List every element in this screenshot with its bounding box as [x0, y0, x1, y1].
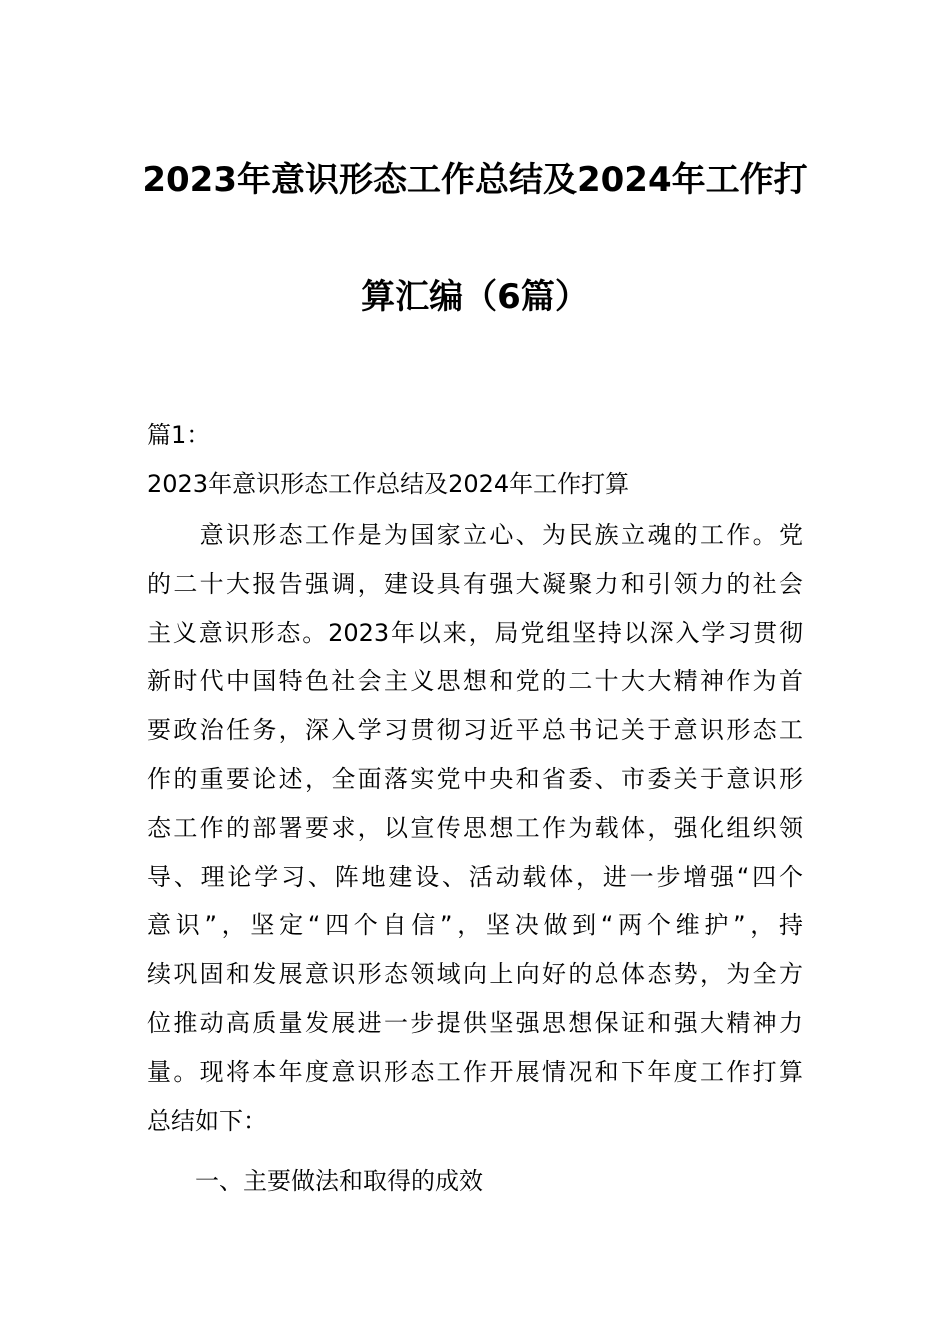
paragraph-line: 导、理论学习、阵地建设、活动载体，进一步增强“四个	[147, 862, 803, 891]
section-label: 篇1：	[147, 421, 211, 449]
paragraph-line: 位推动高质量发展进一步提供坚强思想保证和强大精神力	[147, 1009, 803, 1037]
paragraph-line: 主义意识形态。2023年以来，局党组坚持以深入学习贯彻	[147, 618, 803, 647]
paragraph-line: 要政治任务，深入学习贯彻习近平总书记关于意识形态工	[147, 716, 803, 745]
paragraph-line: 新时代中国特色社会主义思想和党的二十大大精神作为首	[147, 667, 803, 696]
paragraph-line: 作的重要论述，全面落实党中央和省委、市委关于意识形	[147, 765, 803, 793]
paragraph-line: 总结如下：	[147, 1106, 267, 1135]
paragraph-line: 意识”，坚定“四个自信”，坚决做到“两个维护”，持	[147, 911, 803, 940]
paragraph-line: 量。现将本年度意识形态工作开展情况和下年度工作打算	[147, 1057, 803, 1086]
document-title-line-1: 2023年意识形态工作总结及2024年工作打	[142, 160, 808, 200]
paragraph-line: 的二十大报告强调，建设具有强大凝聚力和引领力的社会	[147, 569, 803, 598]
paragraph-line: 态工作的部署要求，以宣传思想工作为载体，强化组织领	[147, 813, 803, 842]
section-subtitle: 2023年意识形态工作总结及2024年工作打算	[147, 470, 630, 498]
paragraph-line: 意识形态工作是为国家立心、为民族立魂的工作。党	[147, 521, 803, 549]
document-title-line-2: 算汇编（6篇）	[361, 277, 589, 317]
paragraph-line: 续巩固和发展意识形态领域向上向好的总体态势，为全方	[147, 960, 803, 989]
section-heading: 一、主要做法和取得的成效	[147, 1167, 483, 1195]
